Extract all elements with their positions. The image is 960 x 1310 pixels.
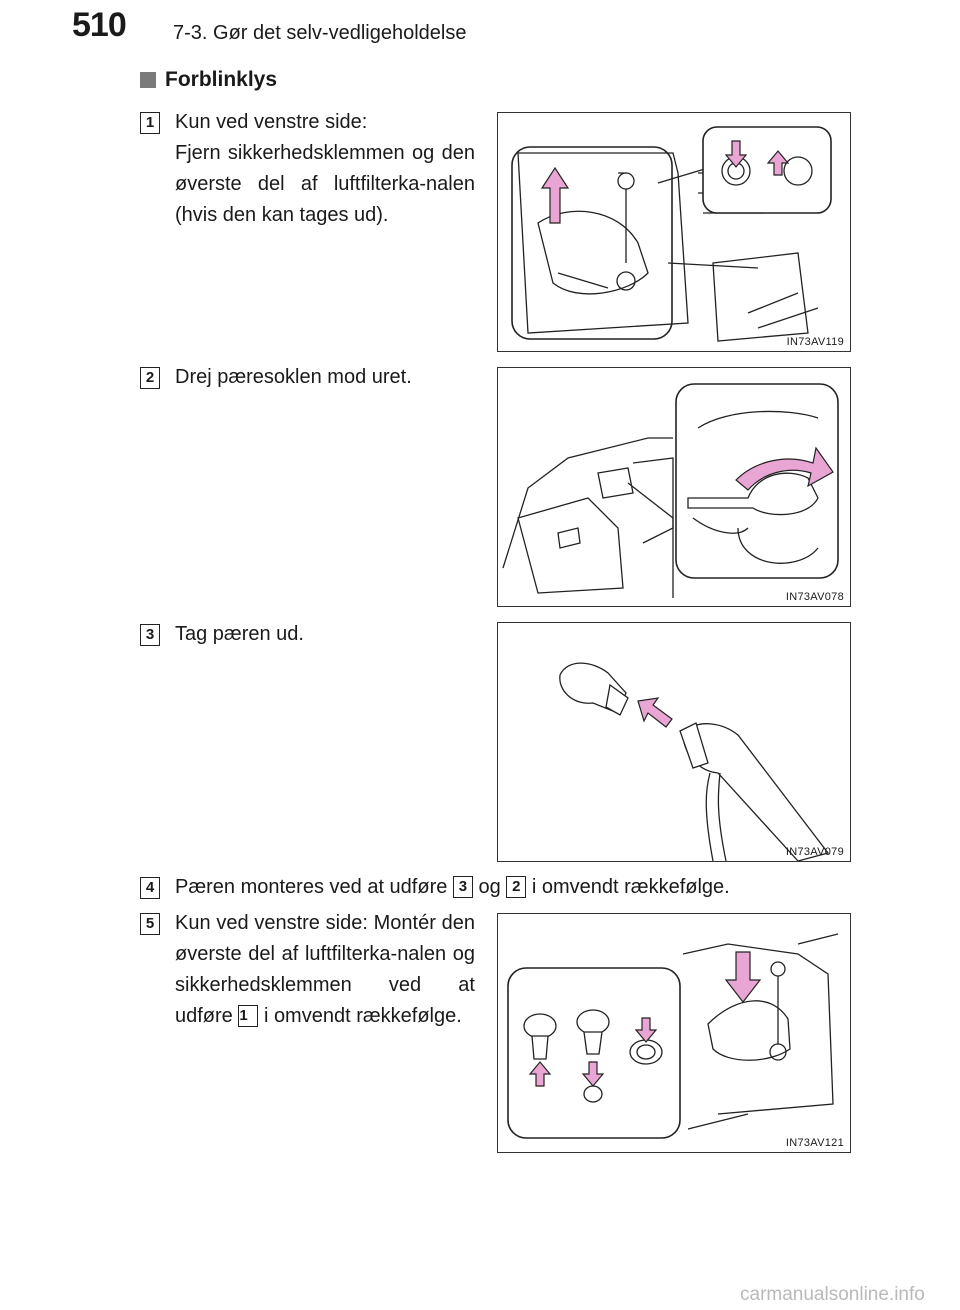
step-4-text-before: Pæren monteres ved at udføre xyxy=(175,876,448,898)
section-heading-text: Forblinklys xyxy=(165,68,278,91)
chapter-title: 7-3. Gør det selv-vedligeholdelse xyxy=(173,22,467,44)
figure-code: IN73AV078 xyxy=(785,591,844,603)
step-2-text: Drej pæresoklen mod uret. xyxy=(175,366,412,388)
step-4-text-after: i omvendt rækkefølge. xyxy=(531,876,730,898)
step-3-text: Tag pæren ud. xyxy=(175,623,304,645)
step-5-text-after: i omvendt rækkefølge. xyxy=(263,1005,462,1027)
step-badge-2: 2 xyxy=(140,367,160,389)
step-1-intro: Kun ved venstre side: xyxy=(175,111,368,133)
figure-code: IN73AV119 xyxy=(786,336,844,348)
step-5-text xyxy=(175,908,475,1032)
illustration-turn-bulb-socket xyxy=(498,368,850,606)
section-heading xyxy=(140,68,277,92)
square-bullet-icon xyxy=(140,72,156,88)
watermark: carmanualsonline.info xyxy=(740,1284,925,1305)
page-number: 510 xyxy=(72,6,126,44)
figure-step-1 xyxy=(497,112,851,352)
figure-step-5 xyxy=(497,913,851,1153)
arrow-down-icon xyxy=(726,952,760,1002)
step-4-text xyxy=(175,872,875,903)
figure-step-2 xyxy=(497,367,851,607)
step-1-text: Fjern sikkerhedsklemmen og den øverste del af luftfilterka-nalen (hvis den kan tages ud). xyxy=(175,142,475,226)
step-badge-1: 1 xyxy=(140,112,160,134)
step-ref-2: 2 xyxy=(506,876,526,898)
step-badge-4: 4 xyxy=(140,877,160,899)
illustration-remove-clip-and-duct xyxy=(498,113,850,351)
figure-code: IN73AV079 xyxy=(785,846,844,858)
step-ref-3: 3 xyxy=(453,876,473,898)
figure-step-3 xyxy=(497,622,851,862)
figure-code: IN73AV121 xyxy=(785,1137,844,1149)
step-ref-1: 1 xyxy=(238,1005,258,1027)
illustration-reinstall-clip xyxy=(498,914,850,1152)
step-4-text-mid: og xyxy=(478,876,501,898)
step-badge-3: 3 xyxy=(140,624,160,646)
step-5-text-before: Kun ved venstre side: Montér den øverste del af luftfilterka-nalen og sikkerhedsklemmen ved at udføre xyxy=(175,912,475,1027)
step-badge-5: 5 xyxy=(140,913,160,935)
arrow-left-icon xyxy=(638,698,672,727)
illustration-remove-bulb xyxy=(498,623,850,861)
